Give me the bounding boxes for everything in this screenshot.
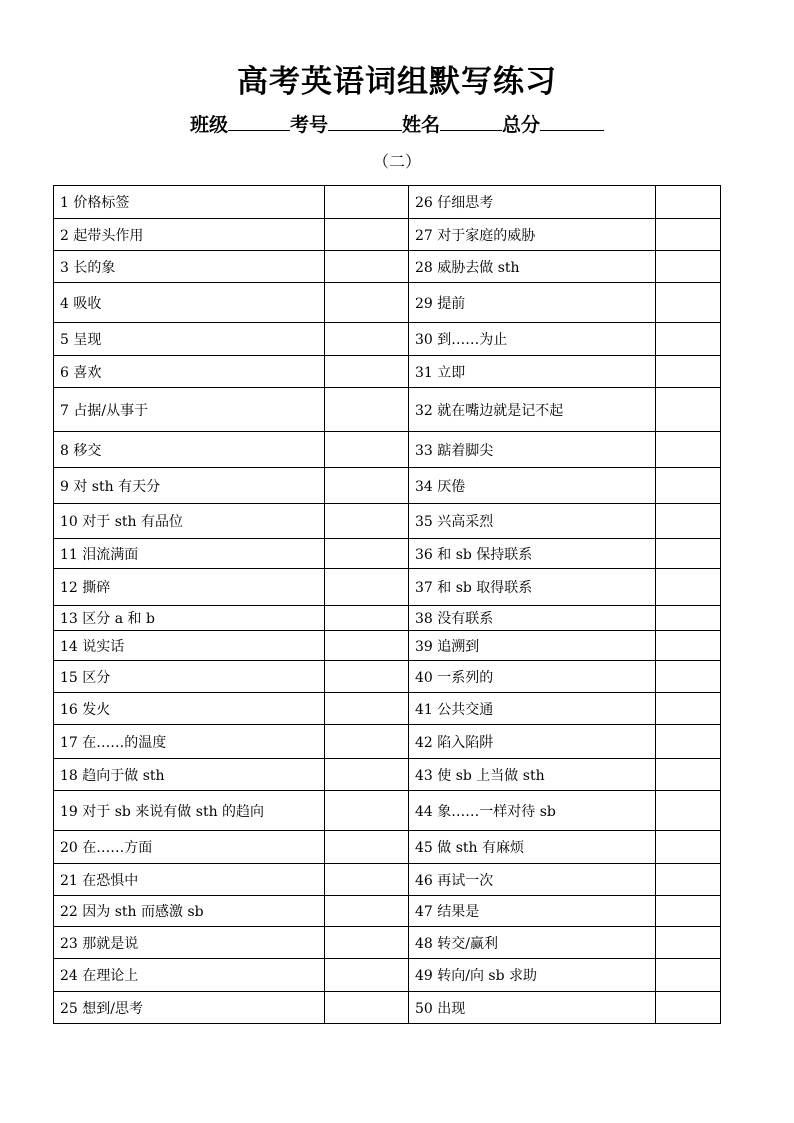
- answer-cell-right[interactable]: [656, 831, 721, 864]
- table-row: [54, 504, 721, 539]
- phrase-prompt-left: 25 想到/思考: [54, 992, 325, 1024]
- phrase-prompt-left: 1 价格标签: [54, 186, 325, 219]
- phrase-prompt-left: 20 在……方面: [54, 831, 325, 864]
- answer-cell-right[interactable]: [656, 606, 721, 631]
- table-row: [54, 725, 721, 759]
- answer-cell-left[interactable]: [325, 186, 409, 219]
- table-row: [54, 432, 721, 468]
- phrase-prompt-right: 42 陷入陷阱: [409, 725, 656, 759]
- phrase-prompt-right: 41 公共交通: [409, 693, 656, 725]
- phrase-prompt-right: 36 和 sb 保持联系: [409, 539, 656, 569]
- table-row: [54, 831, 721, 864]
- phrase-prompt-right: 46 再试一次: [409, 864, 656, 896]
- phrase-prompt-left: 22 因为 sth 而感激 sb: [54, 896, 325, 927]
- table-row: [54, 661, 721, 693]
- table-row: [54, 759, 721, 791]
- answer-cell-right[interactable]: [656, 927, 721, 959]
- answer-cell-right[interactable]: [656, 219, 721, 251]
- phrase-prompt-right: 38 没有联系: [409, 606, 656, 631]
- answer-cell-right[interactable]: [656, 896, 721, 927]
- class-blank[interactable]: [228, 110, 290, 131]
- answer-cell-left[interactable]: [325, 992, 409, 1024]
- table-row: [54, 606, 721, 631]
- phrase-prompt-left: 17 在……的温度: [54, 725, 325, 759]
- table-row: [54, 896, 721, 927]
- exam-no-blank[interactable]: [328, 110, 402, 131]
- phrase-prompt-left: 11 泪流满面: [54, 539, 325, 569]
- answer-cell-right[interactable]: [656, 186, 721, 219]
- answer-cell-left[interactable]: [325, 959, 409, 992]
- phrase-prompt-left: 3 长的象: [54, 251, 325, 283]
- answer-cell-right[interactable]: [656, 356, 721, 388]
- answer-cell-left[interactable]: [325, 356, 409, 388]
- phrase-prompt-left: 2 起带头作用: [54, 219, 325, 251]
- answer-cell-left[interactable]: [325, 283, 409, 323]
- table-row: [54, 569, 721, 606]
- phrase-prompt-right: 30 到……为止: [409, 323, 656, 356]
- exam-no-label: 考号: [289, 114, 328, 136]
- phrase-prompt-left: 18 趋向于做 sth: [54, 759, 325, 791]
- table-row: [54, 927, 721, 959]
- phrase-prompt-left: 14 说实话: [54, 631, 325, 661]
- phrase-prompt-left: 7 占据/从事于: [54, 388, 325, 432]
- table-row: [54, 251, 721, 283]
- phrase-prompt-right: 39 追溯到: [409, 631, 656, 661]
- phrase-prompt-left: 4 吸收: [54, 283, 325, 323]
- answer-cell-right[interactable]: [656, 661, 721, 693]
- answer-cell-left[interactable]: [325, 791, 409, 831]
- answer-cell-left[interactable]: [325, 606, 409, 631]
- table-row: [54, 283, 721, 323]
- answer-cell-left[interactable]: [325, 388, 409, 432]
- answer-cell-right[interactable]: [656, 959, 721, 992]
- phrase-prompt-left: 8 移交: [54, 432, 325, 468]
- answer-cell-left[interactable]: [325, 864, 409, 896]
- phrase-table: [53, 185, 721, 1024]
- answer-cell-right[interactable]: [656, 631, 721, 661]
- answer-cell-left[interactable]: [325, 725, 409, 759]
- answer-cell-right[interactable]: [656, 468, 721, 504]
- phrase-prompt-left: 21 在恐惧中: [54, 864, 325, 896]
- table-row: [54, 323, 721, 356]
- answer-cell-right[interactable]: [656, 864, 721, 896]
- answer-cell-right[interactable]: [656, 725, 721, 759]
- phrase-prompt-right: 27 对于家庭的威胁: [409, 219, 656, 251]
- phrase-prompt-left: 6 喜欢: [54, 356, 325, 388]
- phrase-prompt-right: 29 提前: [409, 283, 656, 323]
- answer-cell-right[interactable]: [656, 323, 721, 356]
- phrase-prompt-right: 32 就在嘴边就是记不起: [409, 388, 656, 432]
- name-label: 姓名: [402, 114, 441, 136]
- phrase-prompt-right: 34 厌倦: [409, 468, 656, 504]
- phrase-prompt-left: 24 在理论上: [54, 959, 325, 992]
- answer-cell-right[interactable]: [656, 693, 721, 725]
- answer-cell-right[interactable]: [656, 283, 721, 323]
- table-row: [54, 468, 721, 504]
- table-row: [54, 356, 721, 388]
- answer-cell-left[interactable]: [325, 631, 409, 661]
- section-subtitle: （二）: [372, 152, 421, 171]
- score-label: 总分: [502, 114, 541, 136]
- answer-cell-left[interactable]: [325, 693, 409, 725]
- table-row: [54, 864, 721, 896]
- answer-cell-left[interactable]: [325, 323, 409, 356]
- answer-cell-right[interactable]: [656, 504, 721, 539]
- table-row: [54, 186, 721, 219]
- phrase-prompt-left: 13 区分 a 和 b: [54, 606, 325, 631]
- name-blank[interactable]: [440, 110, 502, 131]
- phrase-prompt-right: 40 一系列的: [409, 661, 656, 693]
- table-row: [54, 631, 721, 661]
- phrase-prompt-right: 28 威胁去做 sth: [409, 251, 656, 283]
- answer-cell-left[interactable]: [325, 504, 409, 539]
- answer-cell-right[interactable]: [656, 791, 721, 831]
- phrase-prompt-right: 50 出现: [409, 992, 656, 1024]
- phrase-prompt-right: 33 踮着脚尖: [409, 432, 656, 468]
- answer-cell-left[interactable]: [325, 927, 409, 959]
- phrase-prompt-left: 10 对于 sth 有品位: [54, 504, 325, 539]
- answer-cell-left[interactable]: [325, 468, 409, 504]
- phrase-prompt-left: 16 发火: [54, 693, 325, 725]
- answer-cell-right[interactable]: [656, 569, 721, 606]
- answer-cell-left[interactable]: [325, 569, 409, 606]
- answer-cell-right[interactable]: [656, 759, 721, 791]
- table-row: [54, 791, 721, 831]
- page-title: 高考英语词组默写练习: [237, 64, 557, 100]
- table-row: [54, 539, 721, 569]
- phrase-prompt-left: 5 呈现: [54, 323, 325, 356]
- phrase-prompt-right: 49 转向/向 sb 求助: [409, 959, 656, 992]
- table-row: [54, 693, 721, 725]
- phrase-prompt-left: 12 撕碎: [54, 569, 325, 606]
- phrase-prompt-left: 23 那就是说: [54, 927, 325, 959]
- class-label: 班级: [189, 114, 228, 136]
- table-row: [54, 219, 721, 251]
- phrase-prompt-right: 43 使 sb 上当做 sth: [409, 759, 656, 791]
- phrase-prompt-right: 35 兴高采烈: [409, 504, 656, 539]
- answer-cell-right[interactable]: [656, 432, 721, 468]
- phrase-prompt-right: 48 转交/赢利: [409, 927, 656, 959]
- phrase-prompt-right: 44 象……一样对待 sb: [409, 791, 656, 831]
- phrase-prompt-left: 9 对 sth 有天分: [54, 468, 325, 504]
- answer-cell-left[interactable]: [325, 661, 409, 693]
- phrase-prompt-right: 37 和 sb 取得联系: [409, 569, 656, 606]
- answer-cell-left[interactable]: [325, 219, 409, 251]
- answer-cell-left[interactable]: [325, 831, 409, 864]
- answer-cell-left[interactable]: [325, 251, 409, 283]
- phrase-prompt-right: 45 做 sth 有麻烦: [409, 831, 656, 864]
- phrase-prompt-left: 15 区分: [54, 661, 325, 693]
- phrase-prompt-right: 31 立即: [409, 356, 656, 388]
- table-row: [54, 959, 721, 992]
- answer-cell-left[interactable]: [325, 432, 409, 468]
- phrase-prompt-right: 26 仔细思考: [409, 186, 656, 219]
- answer-cell-right[interactable]: [656, 388, 721, 432]
- answer-cell-right[interactable]: [656, 251, 721, 283]
- score-blank[interactable]: [540, 110, 604, 131]
- phrase-prompt-left: 19 对于 sb 来说有做 sth 的趋向: [54, 791, 325, 831]
- student-info-line: [0, 110, 794, 139]
- table-row: [54, 388, 721, 432]
- table-row: [54, 992, 721, 1024]
- answer-cell-left[interactable]: [325, 539, 409, 569]
- answer-cell-left[interactable]: [325, 896, 409, 927]
- answer-cell-left[interactable]: [325, 759, 409, 791]
- answer-cell-right[interactable]: [656, 992, 721, 1024]
- answer-cell-right[interactable]: [656, 539, 721, 569]
- phrase-prompt-right: 47 结果是: [409, 896, 656, 927]
